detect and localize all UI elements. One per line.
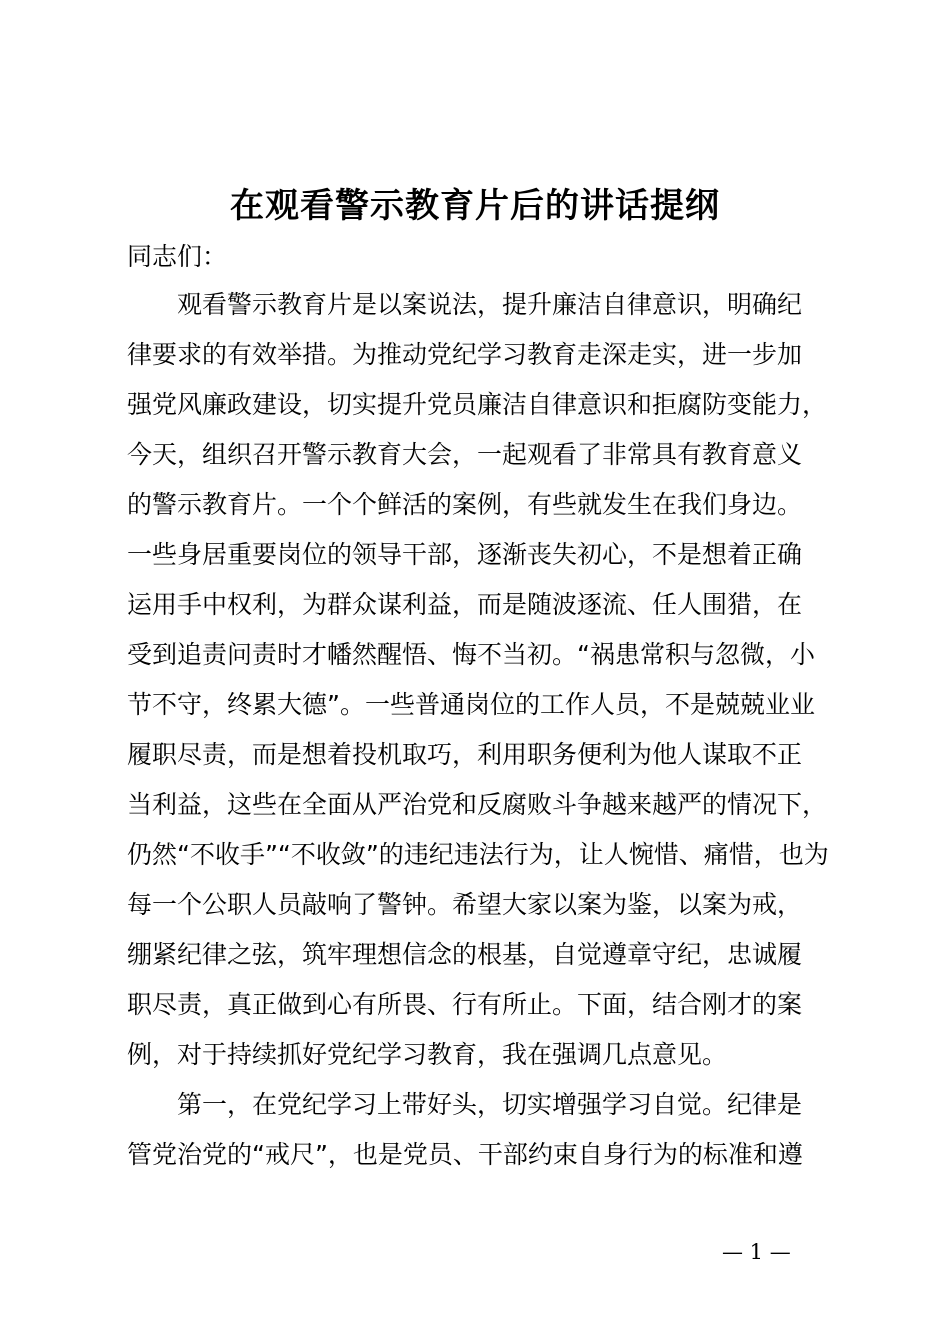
text-line: 管党治党的“戒尺”，也是党员、干部约束自身行为的标准和遵 (127, 1140, 803, 1169)
text-line: 仍然“不收手”“不收敛”的违纪违法行为，让人惋惜、痛惜，也为 (127, 840, 829, 869)
text-line: 职尽责，真正做到心有所畏、行有所止。下面，结合刚才的案 (127, 990, 803, 1019)
text-line: 节不守，终累大德”。一些普通岗位的工作人员，不是兢兢业业 (127, 690, 815, 719)
text-line: 律要求的有效举措。为推动党纪学习教育走深走实，进一步加 (127, 340, 803, 369)
text-line: 强党风廉政建设，切实提升党员廉洁自律意识和拒腐防变能力， (127, 390, 828, 419)
salutation: 同志们： (127, 242, 228, 271)
text-line: 履职尽责，而是想着投机取巧，利用职务便利为他人谋取不正 (127, 740, 803, 769)
text-line: 绷紧纪律之弦，筑牢理想信念的根基，自觉遵章守纪，忠诚履 (127, 940, 803, 969)
text-line: 当利益，这些在全面从严治党和反腐败斗争越来越严的情况下， (127, 790, 828, 819)
text-line: 第一，在党纪学习上带好头，切实增强学习自觉。纪律是 (177, 1090, 803, 1119)
text-line: 的警示教育片。一个个鲜活的案例，有些就发生在我们身边。 (127, 490, 803, 519)
text-line: 受到追责问责时才幡然醒悟、悔不当初。“祸患常积与忽微，小 (127, 640, 815, 669)
text-line: 观看警示教育片是以案说法，提升廉洁自律意识，明确纪 (177, 290, 803, 319)
text-line: 今天，组织召开警示教育大会，一起观看了非常具有教育意义 (127, 440, 803, 469)
text-line: 例，对于持续抓好党纪学习教育，我在强调几点意见。 (127, 1040, 728, 1069)
page-number: — 1 — (722, 1240, 791, 1264)
body-text (127, 280, 857, 1180)
text-line: 运用手中权利，为群众谋利益，而是随波逐流、任人围猎，在 (127, 590, 803, 619)
text-line: 每一个公职人员敲响了警钟。希望大家以案为鉴，以案为戒， (127, 890, 803, 919)
document-title: 在观看警示教育片后的讲话提纲 (230, 186, 720, 226)
text-line: 一些身居重要岗位的领导干部，逐渐丧失初心，不是想着正确 (127, 540, 803, 569)
